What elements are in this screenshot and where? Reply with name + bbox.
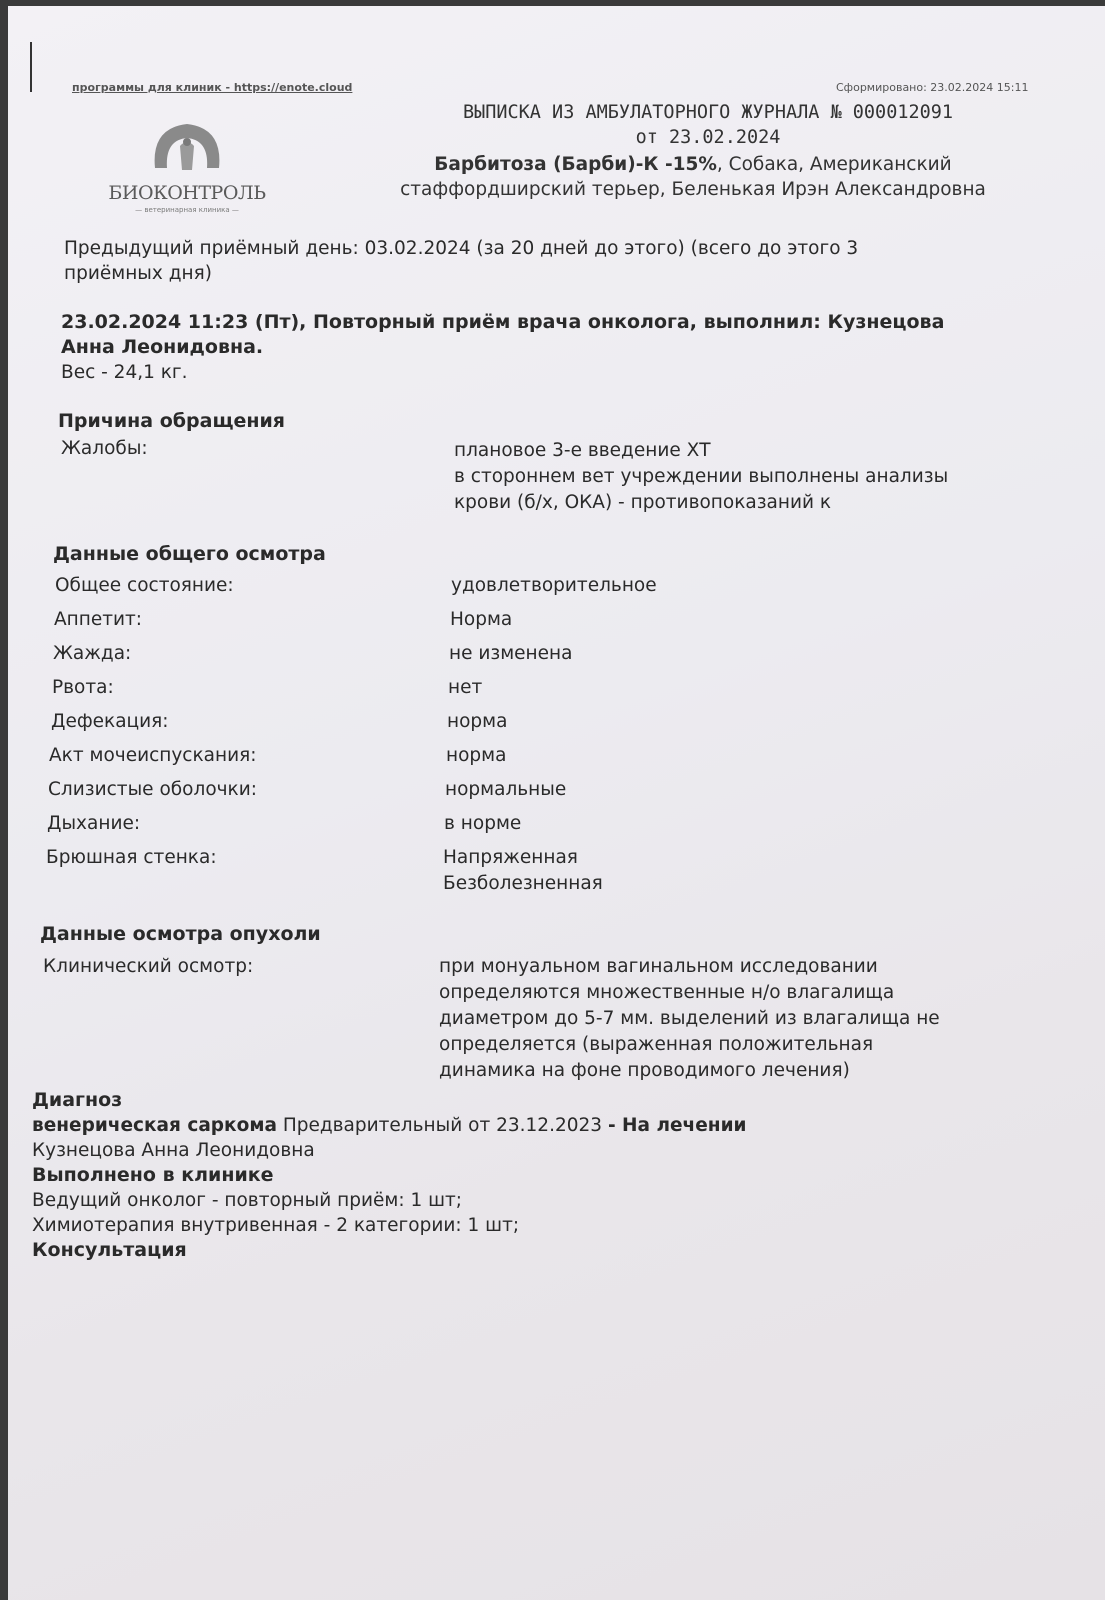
patient-breed-owner: стаффордширский терьер, Беленькая Ирэн Александровна	[400, 179, 986, 200]
previous-visit-line-2: приёмных дня)	[64, 263, 212, 284]
patient-name: Барбитоза (Барби)-К -15%	[434, 154, 717, 175]
exam-label-appetite: Аппетит:	[54, 609, 143, 630]
diagnosis-doctor: Кузнецова Анна Леонидовна	[32, 1140, 315, 1161]
exam-value-vomit: нет	[448, 677, 483, 698]
exam-label-vomit: Рвота:	[52, 677, 114, 698]
tumor-line: определяются множественные н/о влагалища	[439, 982, 895, 1003]
tumor-heading: Данные осмотра опухоли	[40, 923, 321, 945]
complaints-value	[454, 438, 948, 516]
complaints-label: Жалобы:	[61, 438, 148, 459]
clinic-logo-icon	[147, 118, 227, 178]
diagnosis-name: венерическая саркома	[32, 1115, 277, 1136]
tumor-line: при монуальном вагинальном исследовании	[439, 956, 878, 977]
diagnosis-section	[32, 1088, 747, 1263]
margin-mark	[30, 42, 32, 92]
weight: Вес - 24,1 кг.	[61, 362, 188, 383]
done-item: Химиотерапия внутривенная - 2 категории: 1 шт;	[32, 1215, 520, 1236]
exam-label-thirst: Жажда:	[53, 643, 132, 664]
title-line-1: ВЫПИСКА ИЗ АМБУЛАТОРНОГО ЖУРНАЛА № 000012091	[462, 102, 954, 123]
exam-label-urination: Акт мочеиспускания:	[49, 745, 257, 766]
patient-species: , Собака, Американский	[716, 154, 952, 175]
exam-value-appetite: Норма	[450, 609, 513, 630]
visit-line-1: 23.02.2024 11:23 (Пт), Повторный приём врача онколога, выполнил: Кузнецова	[61, 311, 945, 333]
document-page	[8, 6, 1105, 1600]
previous-visit-line-1: Предыдущий приёмный день: 03.02.2024 (за 20 дней до этого) (всего до этого 3	[64, 238, 859, 259]
exam-label-general: Общее состояние:	[55, 575, 234, 596]
generated-date: Сформировано: 23.02.2024 15:11	[836, 81, 1029, 94]
clinic-logo	[102, 118, 272, 214]
reason-heading: Причина обращения	[58, 410, 286, 432]
exam-value-urination: норма	[446, 745, 507, 766]
title-line-2: от 23.02.2024	[635, 127, 781, 148]
tumor-line: определяется (выраженная положительная	[439, 1034, 874, 1055]
previous-visit	[64, 236, 858, 286]
exam-value-breathing: в норме	[444, 813, 522, 834]
exam-label-defecation: Дефекация:	[51, 711, 169, 732]
exam-label-mucosa: Слизистые оболочки:	[48, 779, 257, 800]
exam-value-defecation: норма	[447, 711, 508, 732]
done-item: Ведущий онколог - повторный приём: 1 шт;	[32, 1190, 463, 1211]
diagnosis-status: - На лечении	[607, 1115, 747, 1136]
logo-subtitle: — ветеринарная клиника —	[135, 206, 239, 214]
visit-line-2: Анна Леонидовна.	[61, 336, 264, 358]
complaint-line: плановое 3-е введение ХТ	[454, 440, 711, 461]
consult-heading: Консультация	[32, 1239, 187, 1261]
exam-value-general: удовлетворительное	[451, 575, 657, 596]
exam-label-breathing: Дыхание:	[47, 813, 141, 834]
patient-info	[338, 152, 1048, 202]
complaint-line: крови (б/х, ОКА) - противопоказаний к	[454, 492, 832, 513]
diagnosis-detail: Предварительный от 23.12.2023	[276, 1115, 608, 1136]
diagnosis-heading: Диагноз	[32, 1089, 123, 1111]
header-link[interactable]: программы для клиник - https://enote.cloud	[72, 81, 353, 94]
document-title	[338, 100, 1078, 150]
tumor-line: динамика на фоне проводимого лечения)	[439, 1060, 850, 1081]
abdomen-line: Безболезненная	[443, 873, 603, 894]
complaint-line: в стороннем вет учреждении выполнены анализы	[454, 466, 949, 487]
abdomen-line: Напряженная	[443, 847, 578, 868]
logo-name: БИОКОНТРОЛЬ	[108, 182, 266, 204]
exam-value-abdomen	[443, 845, 603, 897]
done-heading: Выполнено в клинике	[32, 1164, 274, 1186]
exam-heading: Данные общего осмотра	[53, 543, 326, 565]
tumor-label: Клинический осмотр:	[43, 956, 254, 977]
tumor-line: диаметром до 5-7 мм. выделений из влагалища не	[439, 1008, 940, 1029]
exam-value-mucosa: нормальные	[445, 779, 567, 800]
exam-label-abdomen: Брюшная стенка:	[46, 847, 217, 868]
exam-value-thirst: не изменена	[449, 643, 573, 664]
visit-info	[61, 310, 1091, 385]
tumor-value	[439, 954, 940, 1084]
